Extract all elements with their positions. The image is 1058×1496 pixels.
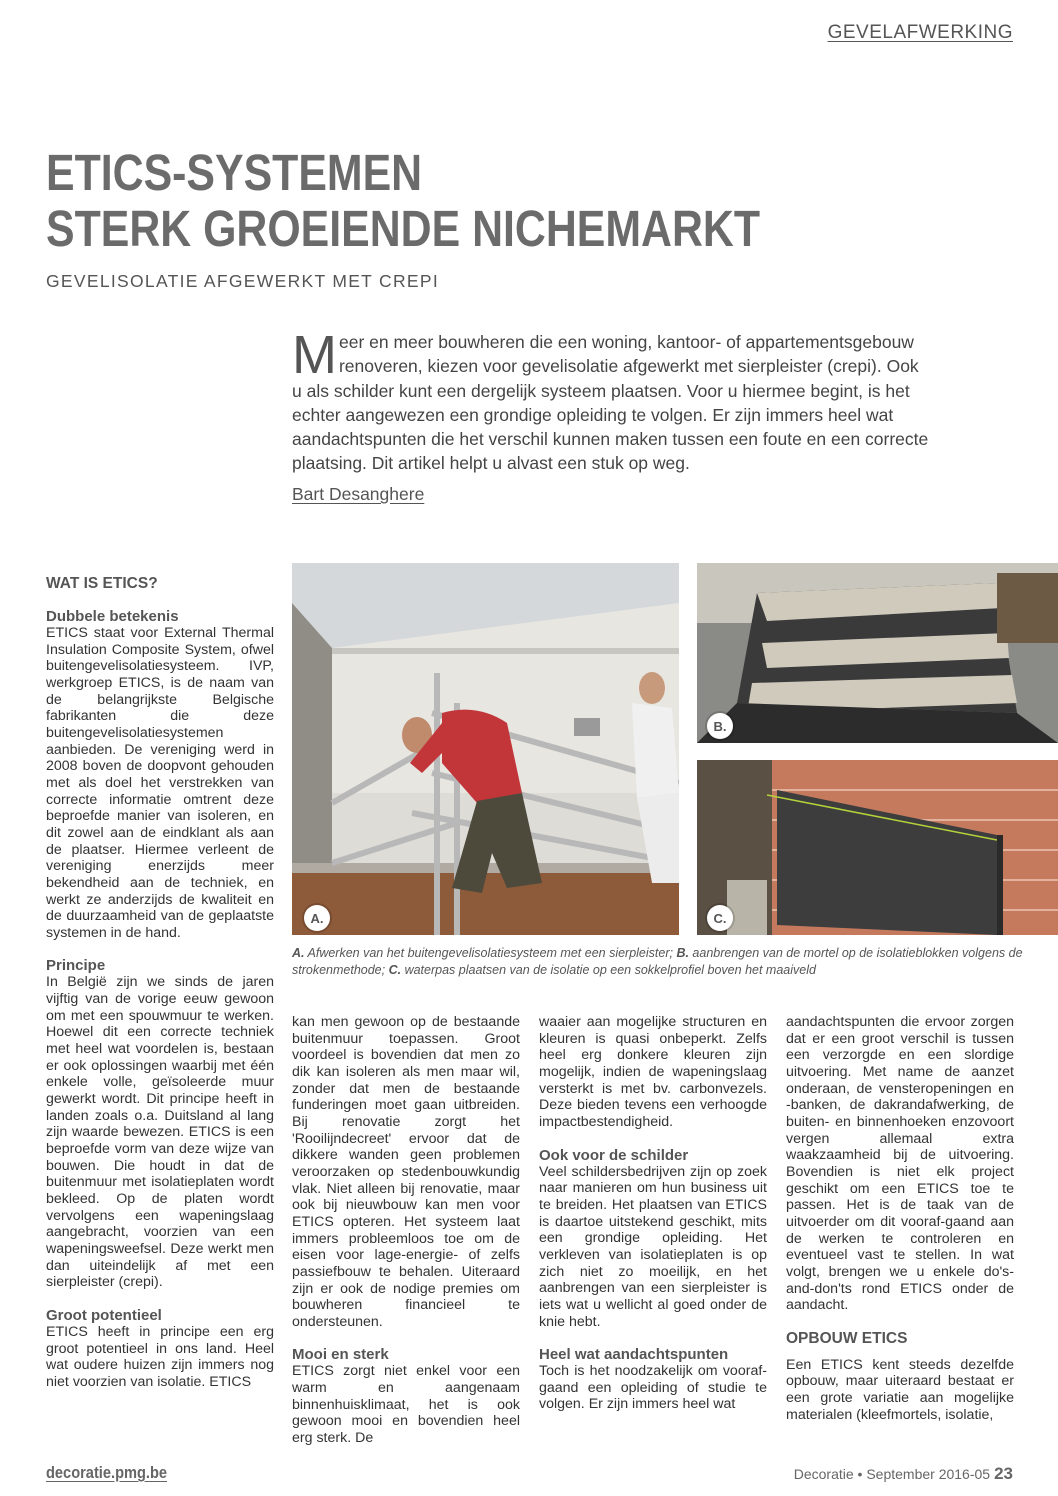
intro-text: eer en meer bouwheren die een woning, kantoor- of appartementsgebouw renoveren, kiezen voor gevelisolatie afgewerkt met sierpleister (crepi). Ook u als schilder kunt een dergelijk systeem plaatsen. Voor u hiermee begint, is het echter aangewezen een grondige opleiding te volgen. Er zijn immers heel wat aandachtspunten die het verschil kunnen maken tussen een foute en een correcte plaatsing. Dit artikel helpt u alvast een stuk op weg.	[292, 332, 929, 474]
photo-c-badge: C.	[707, 905, 733, 931]
heading-wat-is-etics: WAT IS ETICS?	[46, 575, 158, 592]
paragraph: ETICS zorgt niet enkel voor een warm en aangenaam binnenhuisklimaat, het is ook gewoon mooi en bovendien heel erg sterk. De	[292, 1363, 520, 1447]
caption-text-c: waterpas plaatsen van de isolatie op een sokkelprofiel boven het maaiveld	[401, 963, 816, 977]
footer-site-link[interactable]: decoratie.pmg.be	[46, 1463, 168, 1482]
caption-text-b: aanbrengen van de mortel op de isolatieblokken volgens de strokenmethode;	[292, 946, 1023, 977]
photo-b-badge: B.	[707, 713, 733, 739]
heading-heel-wat-aandachtspunten: Heel wat aandachtspunten	[539, 1346, 729, 1364]
footer-issue	[794, 1464, 1013, 1484]
heading-dubbele-betekenis: Dubbele betekenis	[46, 608, 179, 625]
column-3	[539, 1014, 767, 1413]
heading-ook-voor-de-schilder: Ook voor de schilder	[539, 1146, 689, 1164]
paragraph: aandachtspunten die ervoor zorgen dat er een groot verschil is tussen een verzorgde en een slordige uitvoering. Met name de aanzet onderaan, de vensteropeningen en -banken, de dakrandafwerking, de buiten- en binnenhoeken enzovoort vergen allemaal extra waakzaamheid bij de uitvoering. Bovendien is niet elk project geschikt om een ETICS toe te passen. Het is de taak van de uitvoerder om dit vooraf-gaand aan de werken te controleren en eventueel vast te stellen. In wat volgt, brengen we u enkele do's-and-don'ts rond ETICS onder de aandacht.	[786, 1014, 1014, 1314]
column-2	[292, 1014, 520, 1447]
paragraph: In België zijn we sinds de jaren vijftig van de vorige eeuw gewoon om met een spouwmuur te werken. Hoewel dit een correcte techniek met heel wat voordelen is, bestaan er ook oplossingen waarbij met één enkele volle, geïsoleerde muur gewerkt wordt. Dit principe heeft in landen zoals o.a. Duitsland al lang zijn waarde bewezen. ETICS is een beproefde vorm van deze wijze van bouwen. Die houdt in dat de buitenmuur met isolatieplaten wordt bekleed. Op de platen wordt vervolgens een wapeningslaag aangebracht, voorzien van een wapeningsweefsel. Deze werkt men dan uiteindelijk af met een sierpleister (crepi).	[46, 974, 274, 1291]
title-line-2: STERK GROEIENDE NICHEMARKT	[46, 200, 761, 257]
drop-cap: M	[292, 325, 337, 385]
paragraph: ETICS staat voor External Thermal Insulation Composite System, ofwel buitengevelisolatiesysteem. IVP, werkgroep ETICS, is de naam van de belangrijkste Belgische fabrikanten die deze buitengevelisolatiesystemen aanbieden. De vereniging werd in 2008 boven de doopvont gehouden met als doel het verstrekken van correcte informatie omtrent deze beproefde manier van isoleren, en dit zowel aan de eindklant als aan de plaatser. Hiermee verleent de vereniging enerzijds meer bekendheid aan de techniek, en werkt ze anderzijds de kwaliteit en de duurzaamheid van de geplaatste systemen in de hand.	[46, 625, 274, 941]
caption-key-c: C.	[388, 963, 402, 977]
paragraph: ETICS heeft in principe een erg groot potentieel in ons land. Heel wat oudere huizen zijn immers nog niet voorzien van isolatie. ETICS	[46, 1323, 274, 1390]
photo-a-badge: A.	[304, 905, 330, 931]
paragraph: Een ETICS kent steeds dezelfde opbouw, maar uiteraard bestaat er een grote variatie aan mogelijke materialen (kleefmortels, isolatie,	[786, 1356, 1014, 1423]
paragraph: Toch is het noodzakelijk om vooraf-gaand een opleiding of studie te volgen. Er zijn immers heel wat	[539, 1363, 767, 1413]
article-subtitle: GEVELISOLATIE AFGEWERKT MET CREPI	[46, 271, 439, 291]
heading-opbouw-etics: OPBOUW ETICS	[786, 1329, 908, 1347]
caption-text-a: Afwerken van het buitengevelisolatiesysteem met een sierpleister;	[304, 946, 677, 960]
intro-paragraph	[292, 325, 932, 476]
caption-key-b: B.	[676, 946, 689, 960]
column-4	[786, 1014, 1014, 1423]
heading-principe: Principe	[46, 957, 106, 975]
photo-a-image	[292, 563, 679, 935]
article-title	[46, 145, 760, 257]
photo-a	[292, 563, 679, 935]
paragraph: waaier aan mogelijke structuren en kleuren is quasi onbeperkt. Zelfs heel erg donkere kleuren zijn mogelijk, indien de wapeningslaag versterkt is met bv. carbonvezels. Deze bieden tevens een verhoogde impactbestendigheid.	[539, 1014, 767, 1130]
section-tag: GEVELAFWERKING	[827, 22, 1013, 43]
photo-b	[697, 563, 1058, 743]
page-number: 23	[994, 1464, 1013, 1483]
paragraph: Veel schildersbedrijven zijn op zoek naar manieren om hun business uit te breiden. Het plaatsen van ETICS is daartoe uitstekend geschikt, mits een grondige opleiding. Het verkleven van isolatieplaten is op zich niet zo moeilijk, en het aanbrengen van een sierpleister is iets wat u wellicht al goed onder de knie hebt.	[539, 1163, 767, 1330]
heading-groot-potentieel: Groot potentieel	[46, 1306, 162, 1324]
paragraph: kan men gewoon op de bestaande buitenmuur toepassen. Groot voordeel is bovendien dat men zo dik kan isoleren als men maar wil, zonder dat men de bestaande funderingen moet gaan uitbreiden. Bij renovatie zorgt het 'Rooilijndecreet' ervoor dat de dikkere wanden geen problemen veroorzaken op stedenbouwkundig vlak. Niet alleen bij renovatie, maar ook bij nieuwbouw kan men voor ETICS opteren. Het systeem laat immers probleemloos toe om de eisen voor lage-energie- of zelfs passiefbouw te behalen. Uiteraard zijn er ook de nodige premies om bouwheren financieel te ondersteunen.	[292, 1014, 520, 1330]
photo-caption	[292, 945, 1032, 979]
photo-c-image	[697, 760, 1058, 935]
title-line-1: ETICS-SYSTEMEN	[46, 144, 423, 201]
heading-mooi-en-sterk: Mooi en sterk	[292, 1346, 389, 1364]
author-link[interactable]: Bart Desanghere	[292, 484, 425, 504]
caption-key-a: A.	[292, 946, 305, 960]
column-1	[46, 575, 274, 1391]
photo-c	[697, 760, 1058, 935]
photo-b-image	[697, 563, 1058, 743]
footer-issue-text: Decoratie • September 2016-05	[793, 1466, 991, 1482]
